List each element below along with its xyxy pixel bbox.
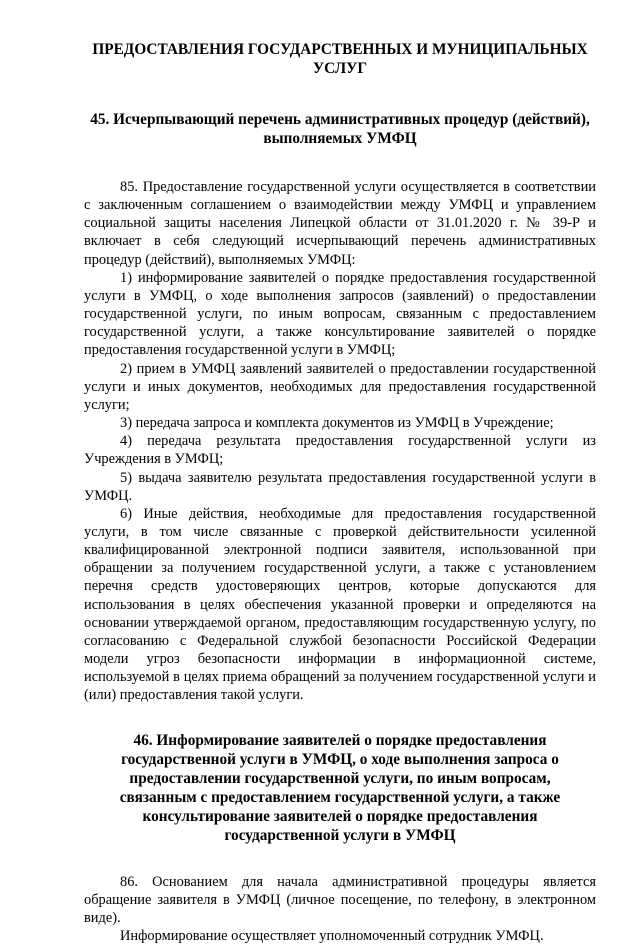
paragraph-85: 85. Предоставление государственной услуги осуществляется в соответствии с заключенным соглашением о взаимодействии между УМФЦ и управлением социальной защиты населения Липецкой области от 31.01.2020 г. № 39-Р и включает в себя следующий исчерпывающий перечень административных процедур (действий), выполняемых УМФЦ: xyxy=(84,179,596,268)
section-45-body xyxy=(84,178,596,705)
list-item-6: 6) Иные действия, необходимые для предоставления государственной услуги, в том числе связанные с проверкой действительности усиленной квалифицированной электронной подписи заявителя, использованной при обращении за получением государственной услуги, а также с установлением перечня средств удостоверяющих центров, которые допускаются для использования в целях обеспечения указанной проверки и определяются на основании утверждаемой органом, предоставляющим государственную услугу, по согласованию с Федеральной службой безопасности Российской Федерации модели угроз безопасности информации в информационной системе, используемой в целях приема обращений за получением государственной услуги и (или) предоставления такой услуги. xyxy=(84,505,596,704)
paragraph-86: 86. Основанием для начала административной процедуры является обращение заявителя в УМФЦ (личное посещение, по телефону, в электронном виде). xyxy=(84,873,596,926)
list-item-5: 5) выдача заявителю результата предоставления государственной услуги в УМФЦ. xyxy=(84,469,596,504)
list-item-1: 1) информирование заявителей о порядке предоставления государственной услуги в УМФЦ, о ходе выполнения запросов (заявлений) о предоставлении государственной услуги, по иным вопросам, связанным с предоставлением государственной услуги, а также консультирование заявителей о порядке предоставления государственной услуги в УМФЦ; xyxy=(84,269,596,359)
list-item-3: 3) передача запроса и комплекта документов из УМФЦ в Учреждение; xyxy=(120,415,554,432)
list-item-2: 2) прием в УМФЦ заявлений заявителей о предоставлении государственной услуги и иных документов, необходимых для предоставления государственной услуги; xyxy=(84,360,596,413)
paragraph-informing: Информирование осуществляет уполномоченный сотрудник УМФЦ. xyxy=(120,928,544,944)
list-item-4: 4) передача результата предоставления государственной услуги из Учреждения в УМФЦ; xyxy=(84,433,596,468)
document-title: ПРЕДОСТАВЛЕНИЯ ГОСУДАРСТВЕННЫХ И МУНИЦИПАЛЬНЫХ УСЛУГ xyxy=(92,41,588,77)
section-46-body xyxy=(84,873,596,945)
section-46-heading: 46. Информирование заявителей о порядке предоставления государственной услуги в УМФЦ, о ходе выполнения запроса о предоставлении государственной услуги, по иным вопросам, связанным с предоставлением государственной услуги, а также консультирование заявителей о порядке предоставления государственной услуги в УМФЦ xyxy=(119,731,561,844)
section-45-heading: 45. Исчерпывающий перечень административных процедур (действий), выполняемых УМФЦ xyxy=(90,111,590,147)
document-page xyxy=(84,40,596,945)
